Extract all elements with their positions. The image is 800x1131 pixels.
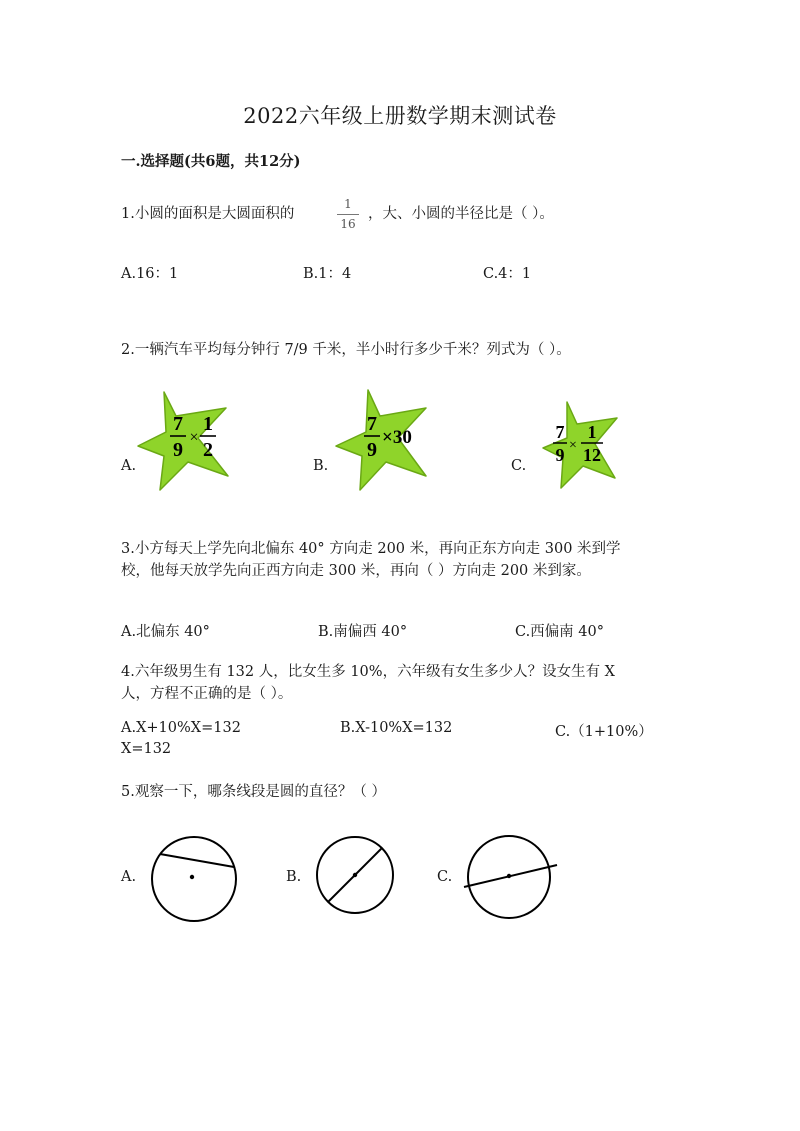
star-a-num2: 1: [203, 413, 213, 435]
question-5-text: 5.观察一下，哪条线段是圆的直径？（ ）: [121, 784, 386, 800]
q5-circle-c[interactable]: [462, 833, 560, 921]
question-4-line-1: 4.六年级男生有 132 人，比女生多 10%，六年级有女生多少人？设女生有 X: [121, 664, 615, 680]
section-heading: 一.选择题(共6题，共12分): [121, 153, 301, 170]
star-b-den1: 9: [367, 439, 377, 461]
question-1-text-a: 1.小圆的面积是大圆面积的: [121, 206, 295, 222]
q4-option-a[interactable]: A.X+10%X=132: [121, 720, 241, 736]
star-b-num1: 7: [367, 413, 377, 435]
star-shape: [543, 402, 617, 488]
q2-label-a[interactable]: A.: [121, 458, 137, 474]
question-2-text: 2.一辆汽车平均每分钟行 7/9 千米，半小时行多少千米？列式为（ ）。: [121, 342, 571, 358]
star-shape: [336, 390, 426, 490]
chord-line: [160, 854, 234, 867]
center-dot: [190, 875, 194, 879]
page-title: 2022六年级上册数学期末测试卷: [243, 104, 557, 128]
star-c-den2: 12: [583, 445, 601, 465]
star-c-op: ×: [569, 438, 577, 453]
q5-label-a[interactable]: A.: [121, 869, 137, 885]
fraction-denominator: 16: [340, 217, 356, 231]
star-c-num1: 7: [555, 422, 565, 442]
star-c-den1: 9: [555, 445, 565, 465]
star-shape: [138, 392, 228, 490]
q4-option-c-continued: X=132: [121, 741, 172, 757]
q2-star-option-a[interactable]: [134, 388, 234, 493]
q4-option-c[interactable]: C.（1+10%）: [555, 724, 653, 740]
star-a-den1: 9: [173, 439, 183, 461]
fraction-bar: [337, 214, 359, 215]
star-b-op: ×30: [382, 427, 412, 448]
fraction-numerator: 1: [344, 197, 352, 211]
q5-circle-b[interactable]: [313, 833, 397, 917]
q3-option-c[interactable]: C.西偏南 40°: [515, 624, 604, 640]
q5-label-c[interactable]: C.: [437, 869, 453, 885]
q3-option-b[interactable]: B.南偏西 40°: [318, 624, 408, 640]
center-dot: [507, 874, 511, 878]
question-1-fraction: [337, 197, 359, 232]
star-a-den2: 2: [203, 439, 213, 461]
q1-option-c[interactable]: C.4：1: [483, 266, 532, 282]
q5-label-b[interactable]: B.: [286, 869, 302, 885]
question-1-text-b: ，大、小圆的半径比是（ ）。: [368, 206, 554, 222]
q1-option-b[interactable]: B.1：4: [303, 266, 352, 282]
q4-option-b[interactable]: B.X-10%X=132: [340, 720, 453, 736]
q2-star-option-b[interactable]: [332, 386, 432, 494]
q2-label-c[interactable]: C.: [511, 458, 527, 474]
q5-circle-a[interactable]: [148, 834, 240, 924]
q3-option-a[interactable]: A.北偏东 40°: [121, 624, 210, 640]
q1-option-a[interactable]: A.16：1: [121, 266, 179, 282]
circle-outline: [152, 837, 236, 921]
q2-star-option-c[interactable]: [541, 398, 621, 490]
star-a-num1: 7: [173, 413, 183, 435]
star-c-num2: 1: [587, 422, 597, 442]
q2-label-b[interactable]: B.: [313, 458, 329, 474]
question-3-line-2: 校，他每天放学先向正西方向走 300 米，再向（ ）方向走 200 米到家。: [121, 563, 591, 579]
question-3-line-1: 3.小方每天上学先向北偏东 40° 方向走 200 米，再向正东方向走 300 米到学: [121, 541, 621, 557]
center-dot: [353, 873, 357, 877]
question-4-line-2: 人，方程不正确的是（ ）。: [121, 686, 293, 702]
star-a-op: ×: [189, 429, 199, 446]
